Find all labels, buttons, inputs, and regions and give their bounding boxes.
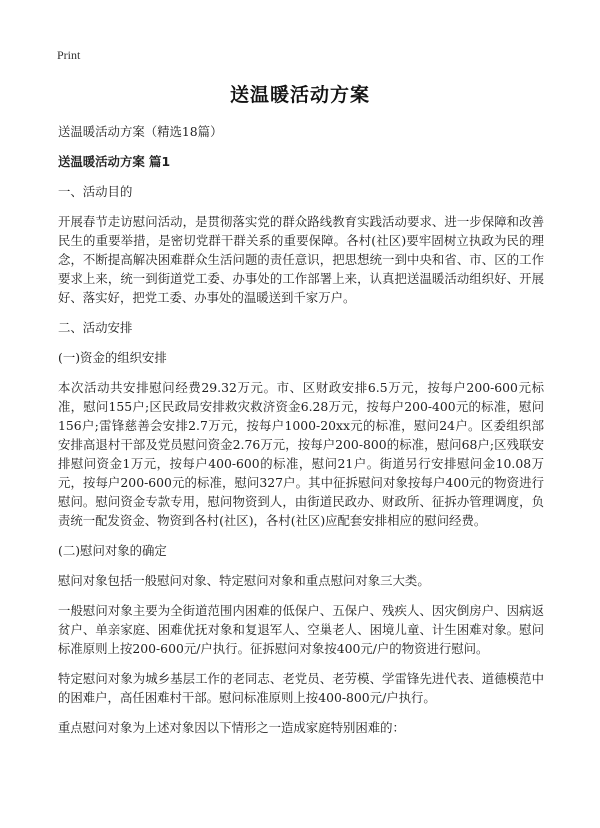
section-heading-purpose: 一、活动目的 xyxy=(58,184,133,199)
subsection-heading-targets: (二)慰问对象的确定 xyxy=(58,543,167,558)
paragraph-funds: 本次活动共安排慰问经费29.32万元。市、区财政安排6.5万元，按每户200-600元标准，慰问155户;区民政局安排救灾救济资金6.28万元，按每户200-400元的标准，慰问156户;雷锋慈善会安排2.7万元，按每户1000-20xx元的标准，慰问24户。区委组织部安排高退村干部及党员慰问资金2.76万元，按每户200-800的标准，慰问68户;区残联安排慰问资金1万元，按每户400-600的标准，慰问21户。街道另行安排慰问金10.08万元，按每户200-600元的标准，慰问327户。其中征拆慰问对象按每户400元的物资进行慰问。慰问资金专款专用，慰问物资到人，由街道民政办、财政所、征拆办管理调度，负责统一配发资金、物资到各村(社区)，各村(社区)应配套安排相应的慰问经费。 xyxy=(58,380,544,528)
subsection-heading-funds: (一)资金的组织安排 xyxy=(58,350,167,365)
document-title: 送温暖活动方案 xyxy=(229,84,370,106)
section-heading-arrangement: 二、活动安排 xyxy=(58,320,133,335)
paragraph-key-targets: 重点慰问对象为上述对象因以下情形之一造成家庭特别困难的： xyxy=(58,720,405,735)
document-subtitle: 送温暖活动方案（精选18篇） xyxy=(58,124,223,139)
chapter-heading: 送温暖活动方案 篇1 xyxy=(58,154,171,169)
paragraph-target-categories: 慰问对象包括一般慰问对象、特定慰问对象和重点慰问对象三大类。 xyxy=(58,573,430,588)
print-link[interactable]: Print xyxy=(57,48,81,62)
paragraph-general-targets: 一般慰问对象主要为全街道范围内困难的低保户、五保户、残疾人、因灾倒房户、因病返贫户、单亲家庭、困难优抚对象和复退军人、空巢老人、困境儿童、计生困难对象。慰问标准原则上按200-600元/户执行。征拆慰问对象按400元/户的物资进行慰问。 xyxy=(58,603,544,656)
document-body xyxy=(58,122,544,748)
paragraph-special-targets: 特定慰问对象为城乡基层工作的老同志、老党员、老劳模、学雷锋先进代表、道德模范中的困难户，高任困难村干部。慰问标准原则上按400-800元/户执行。 xyxy=(58,671,544,705)
paragraph-purpose: 开展春节走访慰问活动，是贯彻落实党的群众路线教育实践活动要求、进一步保障和改善民生的重要举措，是密切党群干群关系的重要保障。各村(社区)要牢固树立执政为民的理念，不断提高解决困难群众生活问题的责任意识，把思想统一到中央和省、市、区的工作要求上来，统一到街道党工委、办事处的工作部署上来，认真把送温暖活动组织好、开展好、落实好，把党工委、办事处的温暖送到千家万户。 xyxy=(58,214,544,305)
